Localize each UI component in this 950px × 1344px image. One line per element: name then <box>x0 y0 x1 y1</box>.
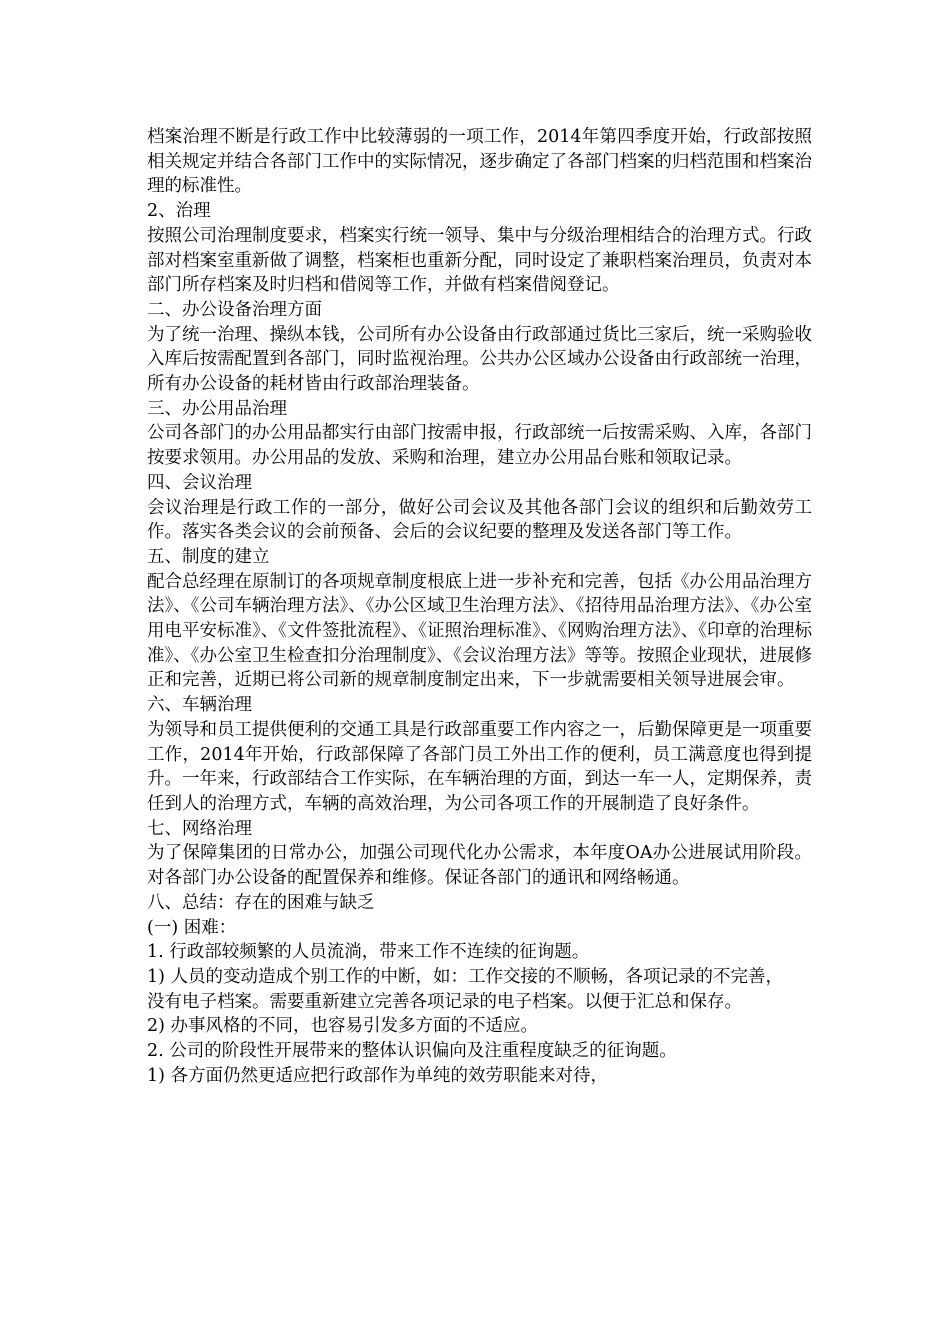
heading-office-supplies: 三、办公用品治理 <box>147 398 287 419</box>
list-item-service-function: 1) 各方面仍然更适应把行政部作为单纯的效劳职能来对待， <box>147 1065 609 1086</box>
list-item-personnel-change: 1) 人员的变动造成个别工作的中断，如：工作交接的不顺畅，各项记录的不完善， <box>147 966 784 987</box>
heading-vehicle-management: 六、车辆治理 <box>147 695 252 716</box>
paragraph-archive-management: 按照公司治理制度要求，档案实行统一领导、集中与分级治理相结合的治理方式。行政部对档案室重新做了调整，档案柜也重新分配，同时设定了兼职档案治理员，负责对本部门所存档案及时归档和借阅等工作，并做有档案借阅登记。 <box>147 225 812 296</box>
document-body <box>147 125 812 1088</box>
paragraph-office-equipment: 为了统一治理、操纵本钱，公司所有办公设备由行政部通过货比三家后，统一采购验收入库后按需配置到各部门，同时监视治理。公共办公区域办公设备由行政部统一治理，所有办公设备的耗材皆由行政部治理装备。 <box>147 324 812 395</box>
heading-network-management: 七、网络治理 <box>147 818 252 839</box>
paragraph-archive-intro: 档案治理不断是行政工作中比较薄弱的一项工作，2014年第四季度开始，行政部按照相关规定并结合各部门工作中的实际情况，逐步确定了各部门档案的归档范围和档案治理的标准性。 <box>147 127 812 197</box>
heading-office-equipment: 二、办公设备治理方面 <box>147 299 322 320</box>
heading-meeting-management: 四、会议治理 <box>147 472 252 493</box>
paragraph-meeting-management: 会议治理是行政工作的一部分，做好公司会议及其他各部门会议的组织和后勤效劳工作。落实各类会议的会前预备、会后的会议纪要的整理及发送各部门等工作。 <box>147 497 812 543</box>
list-item-stage-development: 2. 公司的阶段性开展带来的整体认识偏向及注重程度缺乏的征询题。 <box>147 1041 677 1062</box>
list-item-work-style: 2) 办事风格的不同，也容易引发多方面的不适应。 <box>147 1016 539 1037</box>
heading-rules-establishment: 五、制度的建立 <box>147 546 270 567</box>
list-item-staff-turnover: 1. 行政部较频繁的人员流淌，带来工作不连续的征询题。 <box>147 942 590 963</box>
paragraph-electronic-archive: 没有电子档案。需要重新建立完善各项记录的电子档案。以便于汇总和保存。 <box>147 991 742 1012</box>
paragraph-rules-establishment: 配合总经理在原制订的各项规章制度根底上进一步补充和完善，包括《办公用品治理方法》、《公司车辆治理方法》、《办公区域卫生治理方法》、《招待用品治理方法》、《办公室用电平安标准》、《文件签批流程》、《证照治理标准》、《网购治理方法》、《印章的治理标准》、《办公室卫生检查扣分治理制度》、《会议治理方法》等等。按照企业现状，进展修正和完善，近期已将公司新的规章制度制定出来，下一步就需要相关领导进展会审。 <box>147 571 812 691</box>
paragraph-office-supplies: 公司各部门的办公用品都实行由部门按需申报，行政部统一后按需采购、入库，各部门按要求领用。办公用品的发放、采购和治理，建立办公用品台账和领取记录。 <box>147 423 812 469</box>
paragraph-network-management: 为了保障集团的日常办公，加强公司现代化办公需求，本年度OA办公进展试用阶段。对各部门办公设备的配置保养和维修。保证各部门的通讯和网络畅通。 <box>147 843 812 889</box>
heading-management: 2、治理 <box>147 201 211 222</box>
paragraph-vehicle-management: 为领导和员工提供便利的交通工具是行政部重要工作内容之一，后勤保障更是一项重要工作，2014年开始，行政部保障了各部门员工外出工作的便利，员工满意度也得到提升。一年来，行政部结合工作实际，在车辆治理的方面，到达一车一人，定期保养，责任到人的治理方式，车辆的高效治理，为公司各项工作的开展制造了良好条件。 <box>147 719 812 814</box>
heading-summary: 八、总结：存在的困难与缺乏 <box>147 892 375 913</box>
heading-difficulties: (一) 困难： <box>147 917 237 938</box>
